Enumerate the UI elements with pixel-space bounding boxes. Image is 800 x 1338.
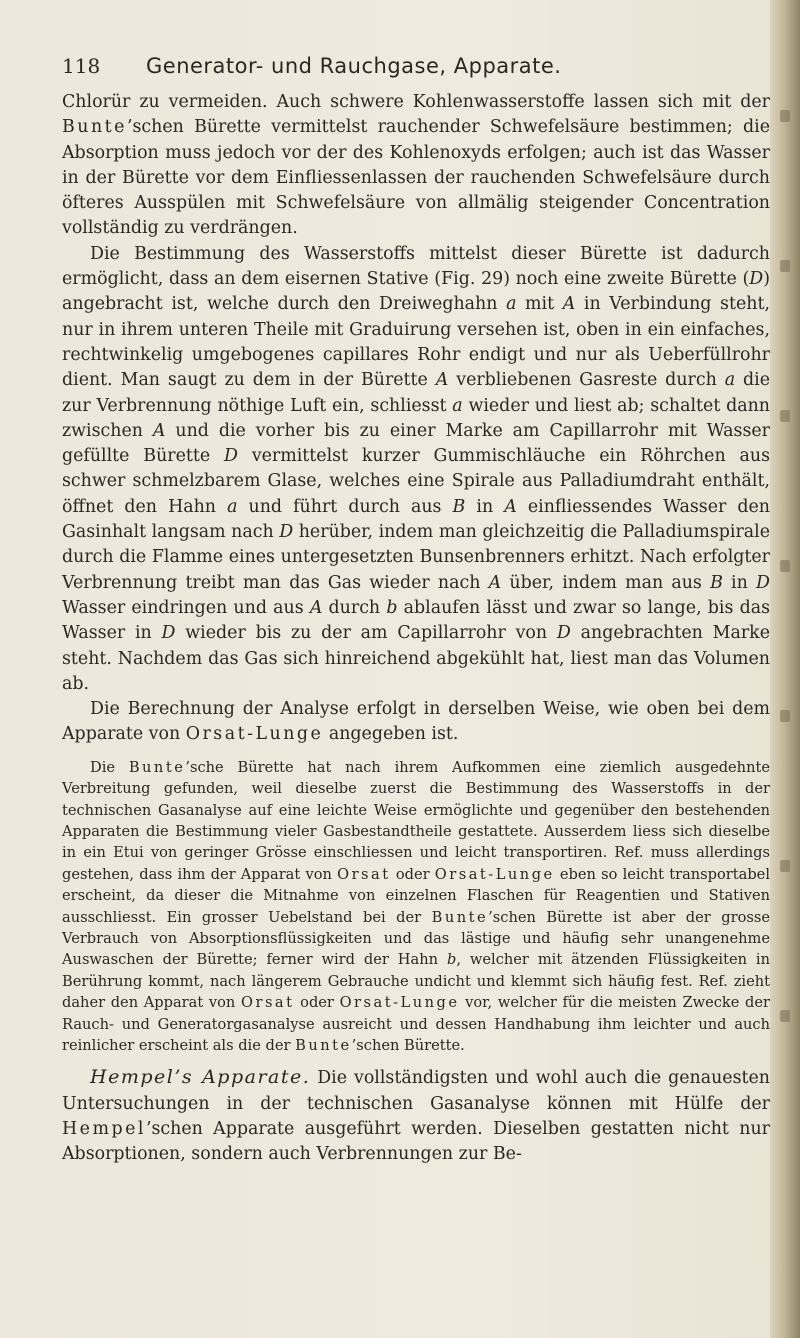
text-run: ’schen Apparate ausgeführt werden. Dieselben gestatten nicht nur Absorptionen, sondern auch Verbrennungen zur Be- bbox=[62, 1119, 770, 1165]
text-run: wieder und liest ab; schaltet dann zwischen bbox=[62, 395, 770, 441]
text-run: D bbox=[161, 623, 176, 644]
text-run: Orsat-Lunge bbox=[185, 724, 324, 745]
paragraph-hempel-apparatus bbox=[62, 1065, 770, 1167]
text-run: über, indem man aus bbox=[501, 572, 711, 593]
text-run: Die vollständigsten und wohl auch die genauesten Untersuchungen in der technischen Gasanalyse können mit Hülfe der bbox=[62, 1068, 770, 1114]
text-run: Chlorür zu vermeiden. Auch schwere Kohlenwasserstoffe lassen sich mit der bbox=[62, 92, 770, 112]
text-run: ’schen Bürette vermittelst rauchender Schwefelsäure bestimmen; die Absorption muss jedoch vor der des Kohlenoxyds erfolgen; auch ist das Wasser in der Bürette vor dem Einfliessenlassen der rauchenden Schwefelsäure durch öfteres Ausspülen mit Schwefelsäure von allmälig steigender Concentration vollständig zu verdrängen. bbox=[62, 117, 770, 239]
paragraph-hydrogen-determination bbox=[62, 242, 770, 697]
text-run: Orsat bbox=[241, 994, 295, 1012]
text-run: eben so leicht transportabel erscheint, da dieser die Mitnahme von einzelnen Flaschen für Reagentien und Stativen ausschliesst. Ein grosser Uebelstand bei der bbox=[62, 865, 770, 926]
text-run: a bbox=[506, 294, 517, 315]
text-run: Orsat bbox=[337, 865, 391, 883]
text-run: A bbox=[488, 572, 502, 593]
text-run: a bbox=[724, 370, 736, 391]
gutter-shadow-mark bbox=[780, 560, 790, 572]
paragraph-reviewer-note bbox=[62, 757, 770, 1057]
text-run: ’schen Bürette. bbox=[351, 1037, 465, 1054]
text-run: a bbox=[452, 395, 463, 416]
text-run: und die vorher bis zu einer Marke am Capillarrohr mit Wasser gefüllte Bürette bbox=[62, 420, 770, 467]
text-run: vermittelst kurzer Gummischläuche ein Röhrchen aus schwer schmelzbarem Glase, welches eine Spirale aus Palladiumdraht enthält, öffnet den Hahn bbox=[62, 446, 770, 517]
text-run: A bbox=[562, 294, 576, 315]
text-run: ) angebracht ist, welche durch den Dreiweghahn bbox=[62, 269, 770, 315]
text-run: die zur Verbrennung nöthige Luft ein, schliesst bbox=[62, 370, 770, 416]
text-run: D bbox=[224, 446, 238, 467]
section-heading-hempel: Hempel’s Apparate. bbox=[90, 1066, 311, 1089]
text-run: ’schen Bürette ist aber der grosse Verbrauch von Absorptionsflüssigkeiten und das lästige und häufig sehr unangenehme Auswaschen der Bürette; ferner wird der Hahn bbox=[62, 908, 770, 969]
page-number: 118 bbox=[62, 54, 101, 78]
text-run: A bbox=[504, 496, 517, 517]
text-run: in bbox=[722, 572, 757, 593]
text-run: D bbox=[556, 623, 571, 644]
text-run: B bbox=[452, 496, 466, 517]
text-run: einfliessendes Wasser den Gasinhalt langsam nach bbox=[62, 496, 771, 543]
text-run: Bunte bbox=[431, 908, 489, 926]
text-run: Die bbox=[90, 758, 129, 776]
text-run: b bbox=[446, 951, 457, 969]
text-run: angebrachten Marke steht. Nachdem das Gas sich hinreichend abgekühlt hat, liest man das Volumen ab. bbox=[62, 623, 770, 694]
text-run: Bunte bbox=[62, 117, 127, 138]
gutter-shadow-mark bbox=[780, 860, 790, 872]
text-run: Bunte bbox=[295, 1037, 352, 1054]
text-run: oder bbox=[390, 865, 435, 883]
text-run: herüber, indem man gleichzeitig die Palladiumspirale durch die Flamme eines untergesetzten Bunsenbrenners erhitzt. Nach erfolgter Verbrennung treibt man das Gas wieder nach bbox=[62, 522, 770, 593]
text-run: verbliebenen Gasreste durch bbox=[448, 370, 725, 391]
text-run: oder bbox=[294, 994, 340, 1012]
text-run: ablaufen lässt und zwar so lange, bis das Wasser in bbox=[62, 597, 770, 644]
gutter-shadow-mark bbox=[780, 1010, 790, 1022]
text-run: , welcher mit ätzenden Flüssigkeiten in Berührung kommt, nach längerem Gebrauche undicht und klemmt sich häufig fest. Ref. zieht daher den Apparat von bbox=[62, 951, 770, 1012]
text-run: wieder bis zu der am Capillarrohr von bbox=[175, 623, 557, 644]
text-run: in Verbindung steht, nur in ihrem unteren Theile mit Graduirung versehen ist, oben in ein einfaches, rechtwinkelig umgebogenes capillares Rohr endigt und nur als Ueberfüllrohr dient. Man saugt zu dem in der Bürette bbox=[62, 294, 770, 391]
text-run: angegeben ist. bbox=[323, 724, 459, 745]
running-header bbox=[62, 54, 770, 90]
text-run: A bbox=[435, 370, 449, 391]
text-run: Orsat-Lunge bbox=[339, 994, 460, 1012]
text-run: Hempel bbox=[62, 1119, 146, 1139]
text-run: D bbox=[756, 572, 770, 593]
text-run: a bbox=[227, 496, 238, 517]
text-run: Orsat-Lunge bbox=[434, 865, 555, 883]
gutter-shadow-mark bbox=[780, 710, 790, 722]
text-run: mit bbox=[516, 294, 563, 315]
text-run: und führt durch aus bbox=[237, 496, 453, 517]
text-run: durch bbox=[322, 597, 387, 618]
text-run: A bbox=[152, 420, 166, 441]
text-run: ’sche Bürette hat nach ihrem Aufkommen eine ziemlich ausgedehnte Verbreitung gefunden, weil dieselbe zuerst die Bestimmung des Wasserstoffs in der technischen Gasanalyse auf eine leichte Weise ermöglichte und gegenüber den bestehenden Apparaten die Bestimmung vieler Gasbestandtheile gestattete. Ausserdem liess sich dieselbe in ein Etui von geringer Grösse einschliessen und leicht transportiren. Ref. muss allerdings gestehen, dass ihm der Apparat von bbox=[62, 758, 770, 883]
text-run: Bunte bbox=[128, 758, 186, 776]
text-run: vor, welcher für die meisten Zwecke der Rauch- und Generatorgasanalyse ausreicht und dessen Handhabung ihm leichter und auch reinlicher erscheint als die der bbox=[62, 994, 770, 1054]
text-run: B bbox=[710, 572, 723, 593]
text-run: D bbox=[749, 269, 764, 290]
gutter-shadow-mark bbox=[780, 410, 790, 422]
text-run: Die Berechnung der Analyse erfolgt in derselben Weise, wie oben bei dem Apparate von bbox=[62, 699, 770, 745]
text-run: in bbox=[465, 496, 505, 517]
gutter-shadow-mark bbox=[780, 260, 790, 272]
text-run: Die Bestimmung des Wasserstoffs mittelst dieser Bürette ist dadurch ermöglicht, dass an dem eisernen Stative (Fig. 29) noch eine zweite Bürette ( bbox=[62, 243, 770, 290]
text-run: A bbox=[309, 597, 323, 618]
text-run: b bbox=[386, 597, 398, 618]
text-run: Wasser eindringen und aus bbox=[62, 597, 310, 618]
page-gutter-edge bbox=[770, 0, 800, 1338]
paragraph-calculation bbox=[62, 697, 770, 748]
page-content bbox=[62, 54, 770, 1168]
text-run: D bbox=[279, 522, 294, 543]
paragraph-bunte-intro bbox=[62, 90, 770, 242]
running-title: Generator- und Rauchgase, Apparate. bbox=[146, 54, 562, 78]
gutter-shadow-mark bbox=[780, 110, 790, 122]
